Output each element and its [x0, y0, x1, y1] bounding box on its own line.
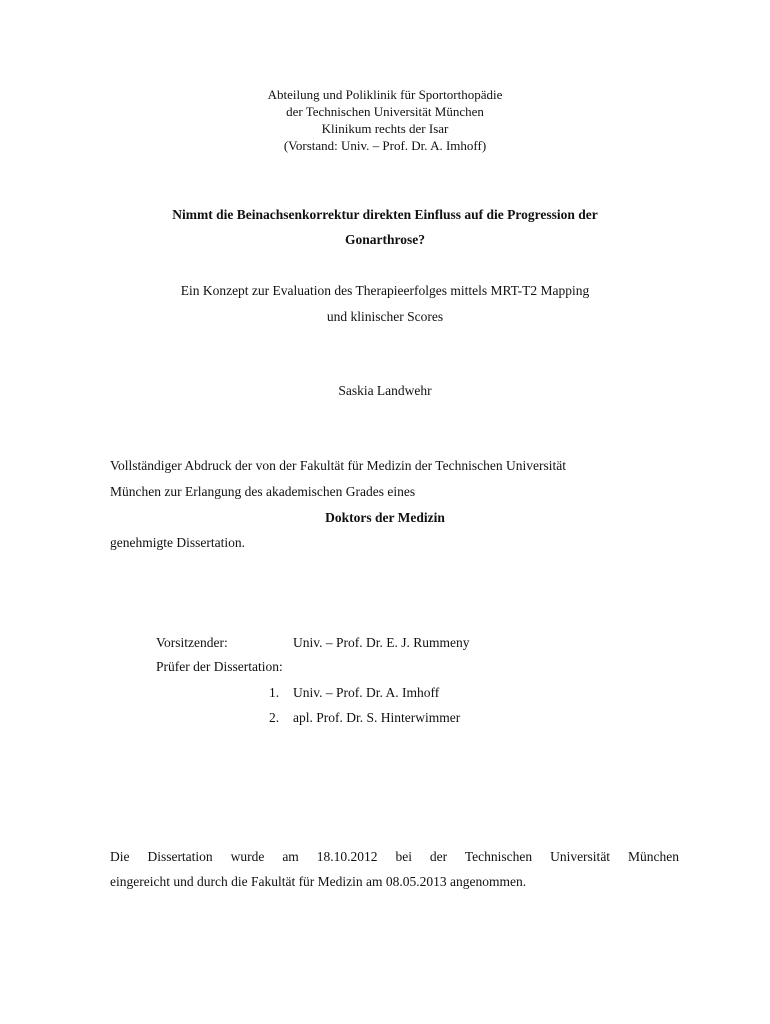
thesis-title-line2: Gonarthrose?: [345, 232, 425, 247]
department-line: Abteilung und Poliklinik für Sportorthopädie: [267, 87, 503, 102]
clinic-line: Klinikum rechts der Isar: [321, 121, 449, 136]
university-line: der Technischen Universität München: [286, 104, 484, 119]
director-line: (Vorstand: Univ. – Prof. Dr. A. Imhoff): [283, 138, 487, 153]
author-name: Saskia Landwehr: [338, 383, 432, 398]
statement-line1: Vollständiger Abdruck der von der Fakultät für Medizin der Technischen Universität: [110, 458, 566, 473]
chair-name: Univ. – Prof. Dr. E. J. Rummeny: [293, 635, 470, 650]
thesis-subtitle-line2: und klinischer Scores: [326, 309, 444, 324]
examiner-name: Univ. – Prof. Dr. A. Imhoff: [293, 685, 440, 700]
chair-label: Vorsitzender:: [156, 635, 228, 650]
submission-line2: eingereicht und durch die Fakultät für Medizin am 08.05.2013 angenommen.: [110, 874, 527, 889]
examiner-number: 1.: [269, 685, 280, 700]
submission-line1: Die Dissertation wurde am 18.10.2012 bei der Technischen Universität München: [110, 849, 679, 864]
statement-line3: genehmigte Dissertation.: [110, 535, 245, 550]
examiner-number: 2.: [269, 710, 280, 725]
thesis-title-line1: Nimmt die Beinachsenkorrektur direkten Einfluss auf die Progression der: [172, 207, 598, 222]
examiners-label: Prüfer der Dissertation:: [156, 659, 283, 674]
statement-line2: München zur Erlangung des akademischen Grades eines: [110, 484, 416, 499]
thesis-subtitle-line1: Ein Konzept zur Evaluation des Therapieerfolges mittels MRT-T2 Mapping: [180, 283, 590, 298]
examiner-name: apl. Prof. Dr. S. Hinterwimmer: [293, 710, 461, 725]
degree-title: Doktors der Medizin: [325, 510, 445, 525]
